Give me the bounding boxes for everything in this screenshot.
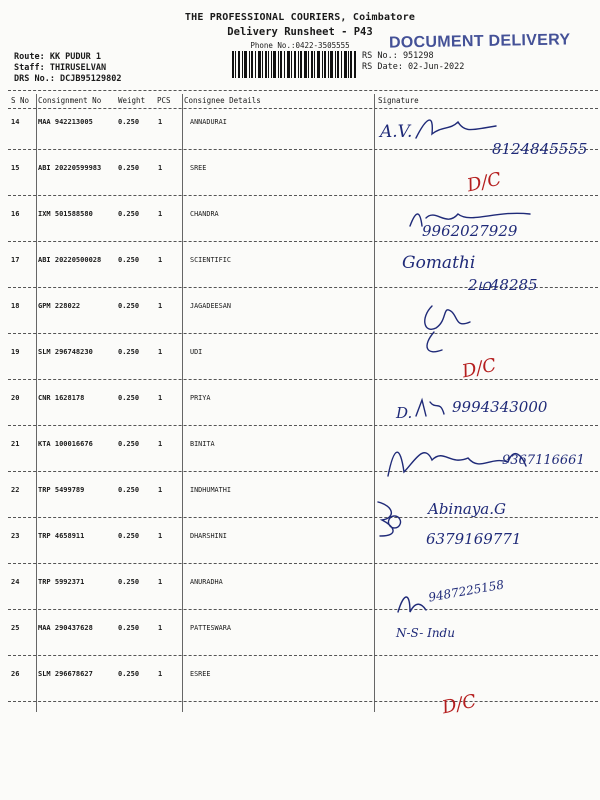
col-divider <box>36 94 37 712</box>
row-consignment-no: SLM 296678627 <box>38 670 93 678</box>
row-consignee: DHARSHINI <box>190 532 227 540</box>
company-name: THE PROFESSIONAL COURIERS, Coimbatore <box>184 12 416 23</box>
row-consignment-no: ABI 20220599983 <box>38 164 102 172</box>
row-sno: 26 <box>11 670 20 678</box>
row-pcs: 1 <box>158 670 163 678</box>
row-sno: 19 <box>11 348 20 356</box>
row-pcs: 1 <box>158 256 163 264</box>
row-consignee: BINITA <box>190 440 215 448</box>
col-header-sno: S No <box>11 96 30 105</box>
signature-16-phone: 9962027929 <box>422 222 518 240</box>
row-pcs: 1 <box>158 532 163 540</box>
row-consignment-no: IXM 501588580 <box>38 210 93 218</box>
row-pcs: 1 <box>158 118 163 126</box>
row-weight: 0.250 <box>118 348 140 356</box>
signature-23-phone: 6379169771 <box>426 530 522 548</box>
dc-mark-26: D/C <box>440 690 479 719</box>
col-header-pcs: PCS <box>157 96 171 105</box>
row-separator <box>8 195 598 196</box>
row-sno: 18 <box>11 302 20 310</box>
row-pcs: 1 <box>158 302 163 310</box>
signature-21-phone: 9367116661 <box>502 453 585 468</box>
row-pcs: 1 <box>158 578 163 586</box>
signature-20-phone: 9994343000 <box>452 398 548 416</box>
row-weight: 0.250 <box>118 532 140 540</box>
row-consignee: CHANDRA <box>190 210 219 218</box>
row-consignment-no: CNR 1628178 <box>38 394 85 402</box>
row-sno: 15 <box>11 164 20 172</box>
col-divider <box>374 94 375 712</box>
row-weight: 0.250 <box>118 440 140 448</box>
row-weight: 0.250 <box>118 164 140 172</box>
signature-scribble <box>412 298 482 360</box>
signature-24-phone: 9487225158 <box>427 577 505 605</box>
signature-14: A.V. <box>380 122 413 142</box>
row-consignment-no: MAA 290437628 <box>38 624 93 632</box>
signature-22: Abinaya.G <box>428 500 507 518</box>
row-weight: 0.250 <box>118 486 140 494</box>
row-weight: 0.250 <box>118 394 140 402</box>
row-consignee: UDI <box>190 348 203 356</box>
row-pcs: 1 <box>158 210 163 218</box>
col-header-consignee: Consignee Details <box>184 96 261 105</box>
dc-mark-19: D/C <box>460 354 499 383</box>
row-consignee: PATTESWARA <box>190 624 231 632</box>
row-pcs: 1 <box>158 486 163 494</box>
col-header-weight: Weight <box>118 96 146 105</box>
dc-mark-15: D/C <box>465 168 504 197</box>
row-consignee: JAGADEESAN <box>190 302 231 310</box>
signature-scribble <box>412 396 448 422</box>
signature-scribble <box>372 496 412 540</box>
row-consignment-no: GPM 228022 <box>38 302 81 310</box>
row-weight: 0.250 <box>118 118 140 126</box>
signature-14-phone: 8124845555 <box>492 140 588 158</box>
row-consignee: SREE <box>190 164 207 172</box>
row-sno: 21 <box>11 440 20 448</box>
row-separator <box>8 379 598 380</box>
row-sno: 20 <box>11 394 20 402</box>
col-divider <box>182 94 183 712</box>
row-consignee: INDHUMATHI <box>190 486 231 494</box>
header-bottom-rule <box>8 108 598 109</box>
row-consignee: ANURADHA <box>190 578 223 586</box>
document-delivery-stamp: DOCUMENT DELIVERY <box>388 31 571 52</box>
row-weight: 0.250 <box>118 670 140 678</box>
rs-date: RS Date: 02-Jun-2022 <box>362 62 465 72</box>
company-phone: Phone No.:0422-3505555 <box>250 41 350 50</box>
row-consignee: PRIYA <box>190 394 211 402</box>
row-weight: 0.250 <box>118 624 140 632</box>
row-sno: 22 <box>11 486 20 494</box>
barcode-image <box>232 51 356 78</box>
signature-17: Gomathi <box>402 253 476 273</box>
signature-20: D. <box>396 404 413 422</box>
staff-label: Staff: THIRUSELVAN <box>14 63 107 73</box>
row-separator <box>8 241 598 242</box>
row-consignment-no: TRP 5992371 <box>38 578 85 586</box>
row-pcs: 1 <box>158 394 163 402</box>
rs-number: RS No.: 951298 <box>362 51 434 61</box>
row-sno: 23 <box>11 532 20 540</box>
row-separator <box>8 517 598 518</box>
row-sno: 24 <box>11 578 20 586</box>
row-weight: 0.250 <box>118 578 140 586</box>
row-weight: 0.250 <box>118 302 140 310</box>
row-pcs: 1 <box>158 624 163 632</box>
row-separator <box>8 425 598 426</box>
row-sno: 14 <box>11 118 20 126</box>
row-consignment-no: TRP 4658911 <box>38 532 85 540</box>
drs-number: DRS No.: DCJB95129802 <box>14 74 122 84</box>
row-sno: 25 <box>11 624 20 632</box>
row-consignment-no: MAA 942213005 <box>38 118 93 126</box>
row-consignment-no: ABI 20220500028 <box>38 256 102 264</box>
row-consignment-no: SLM 296748230 <box>38 348 93 356</box>
row-separator <box>8 563 598 564</box>
row-sno: 16 <box>11 210 20 218</box>
signature-scribble <box>412 108 502 148</box>
row-pcs: 1 <box>158 348 163 356</box>
col-header-consignment: Consignment No <box>38 96 102 105</box>
header-top-rule <box>8 90 598 91</box>
row-weight: 0.250 <box>118 256 140 264</box>
row-consignee: SCIENTIFIC <box>190 256 231 264</box>
row-separator <box>8 333 598 334</box>
row-consignment-no: KTA 100016676 <box>38 440 93 448</box>
row-weight: 0.250 <box>118 210 140 218</box>
signature-25: N-S- Indu <box>396 626 455 640</box>
row-consignee: ESREE <box>190 670 211 678</box>
signature-scribble <box>394 590 430 618</box>
row-pcs: 1 <box>158 164 163 172</box>
row-pcs: 1 <box>158 440 163 448</box>
signature-17-phone: 2ഥ48285 <box>468 276 538 294</box>
row-consignee: ANNADURAI <box>190 118 227 126</box>
route-label: Route: KK PUDUR 1 <box>14 52 101 62</box>
row-consignment-no: TRP 5499789 <box>38 486 85 494</box>
row-sno: 17 <box>11 256 20 264</box>
row-separator <box>8 655 598 656</box>
row-separator <box>8 701 598 702</box>
col-header-signature: Signature <box>378 96 419 105</box>
row-separator <box>8 609 598 610</box>
runsheet-title: Delivery Runsheet - P43 <box>227 26 373 38</box>
